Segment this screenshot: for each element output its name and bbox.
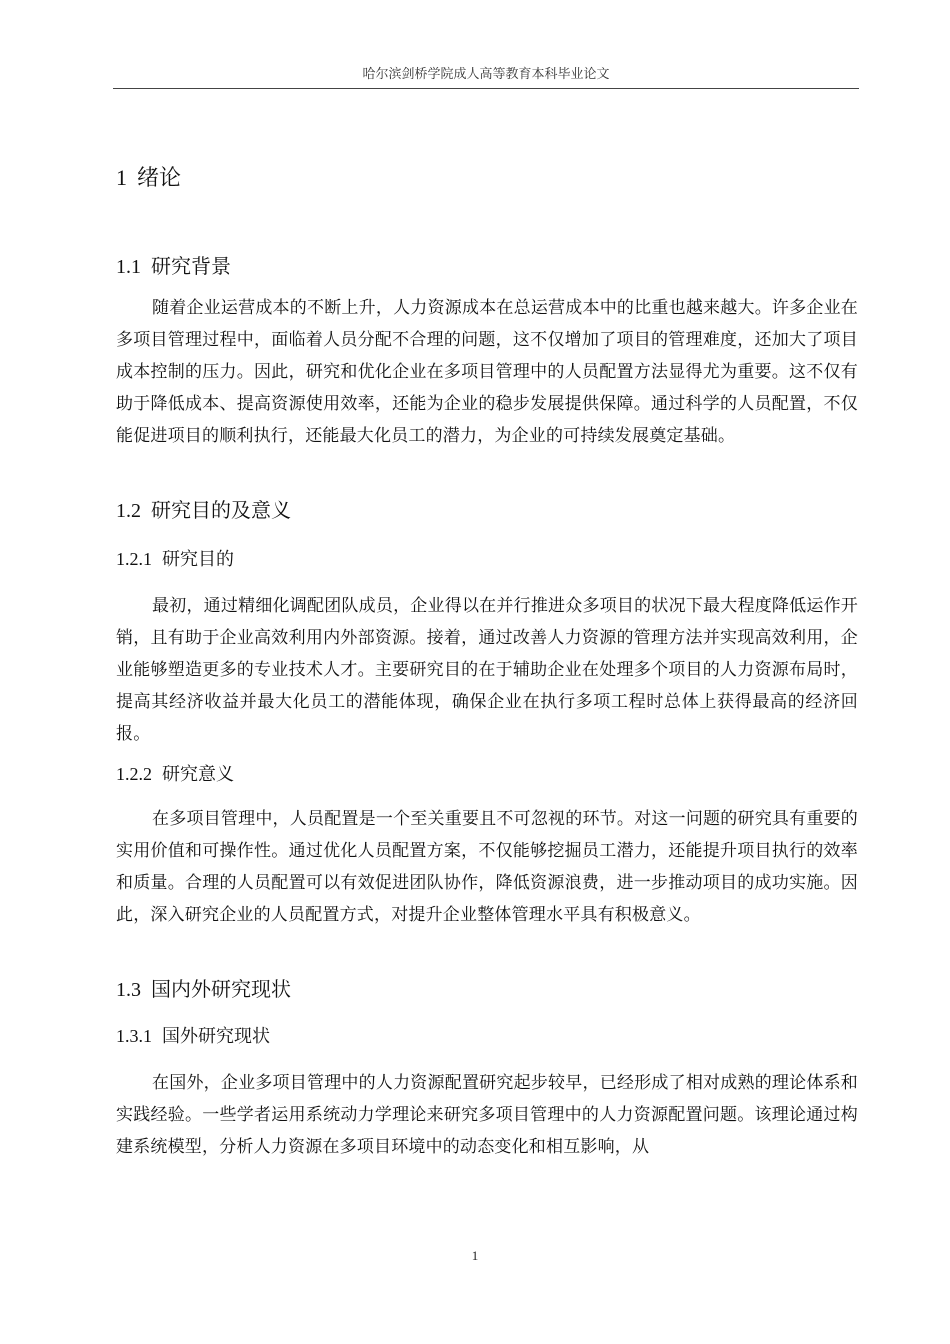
section-title: 国内外研究现状 <box>151 977 291 1001</box>
subsection-number: 1.3.1 <box>116 1026 152 1046</box>
subsection-title: 研究目的 <box>162 549 234 570</box>
section-heading-1-1 <box>116 253 231 280</box>
paragraph-research-background: 随着企业运营成本的不断上升，人力资源成本在总运营成本中的比重也越来越大。许多企业在多项目管理过程中，面临着人员分配不合理的问题，这不仅增加了项目的管理难度，还加大了项目成本控制的压力。因此，研究和优化企业在多项目管理中的人员配置方法显得尤为重要。这不仅有助于降低成本、提高资源使用效率，还能为企业的稳步发展提供保障。通过科学的人员配置，不仅能促进项目的顺利执行，还能最大化员工的潜力，为企业的可持续发展奠定基础。 <box>116 298 858 446</box>
paragraph-research-purpose: 最初，通过精细化调配团队成员，企业得以在并行推进众多项目的状况下最大程度降低运作开销，且有助于企业高效利用内外部资源。接着，通过改善人力资源的管理方法并实现高效利用，企业能够塑造更多的专业技术人才。主要研究目的在于辅助企业在处理多个项目的人力资源布局时，提高其经济收益并最大化员工的潜能体现，确保企业在执行多项工程时总体上获得最高的经济回报。 <box>116 596 858 744</box>
subsection-number: 1.2.2 <box>116 764 152 784</box>
chapter-title: 绪论 <box>137 166 182 191</box>
section-title: 研究背景 <box>151 254 231 278</box>
subsection-number: 1.2.1 <box>116 549 152 569</box>
subsection-title: 国外研究现状 <box>162 1026 270 1047</box>
section-title: 研究目的及意义 <box>151 498 291 522</box>
subsection-heading-1-2-2 <box>116 762 234 787</box>
section-heading-1-3 <box>116 976 291 1003</box>
paragraph-research-significance: 在多项目管理中，人员配置是一个至关重要且不可忽视的环节。对这一问题的研究具有重要的实用价值和可操作性。通过优化人员配置方案，不仅能够挖掘员工潜力，还能提升项目执行的效率和质量。合理的人员配置可以有效促进团队协作，降低资源浪费，进一步推动项目的成功实施。因此，深入研究企业的人员配置方式，对提升企业整体管理水平具有积极意义。 <box>116 809 858 925</box>
subsection-heading-1-2-1 <box>116 547 234 572</box>
section-heading-1-2 <box>116 497 291 524</box>
section-number: 1.2 <box>116 500 141 522</box>
chapter-number: 1 <box>116 165 127 190</box>
section-number: 1.1 <box>116 256 141 278</box>
subsection-heading-1-3-1 <box>116 1024 270 1049</box>
section-number: 1.3 <box>116 979 141 1001</box>
subsection-title: 研究意义 <box>162 764 234 785</box>
header-rule <box>113 88 859 89</box>
paragraph-foreign-research-status: 在国外，企业多项目管理中的人力资源配置研究起步较早，已经形成了相对成熟的理论体系和实践经验。一些学者运用系统动力学理论来研究多项目管理中的人力资源配置问题。该理论通过构建系统模型，分析人力资源在多项目环境中的动态变化和相互影响，从 <box>116 1073 858 1157</box>
page-number: 1 <box>471 1248 479 1263</box>
running-header: 哈尔滨剑桥学院成人高等教育本科毕业论文 <box>362 67 610 82</box>
chapter-heading <box>116 164 181 193</box>
